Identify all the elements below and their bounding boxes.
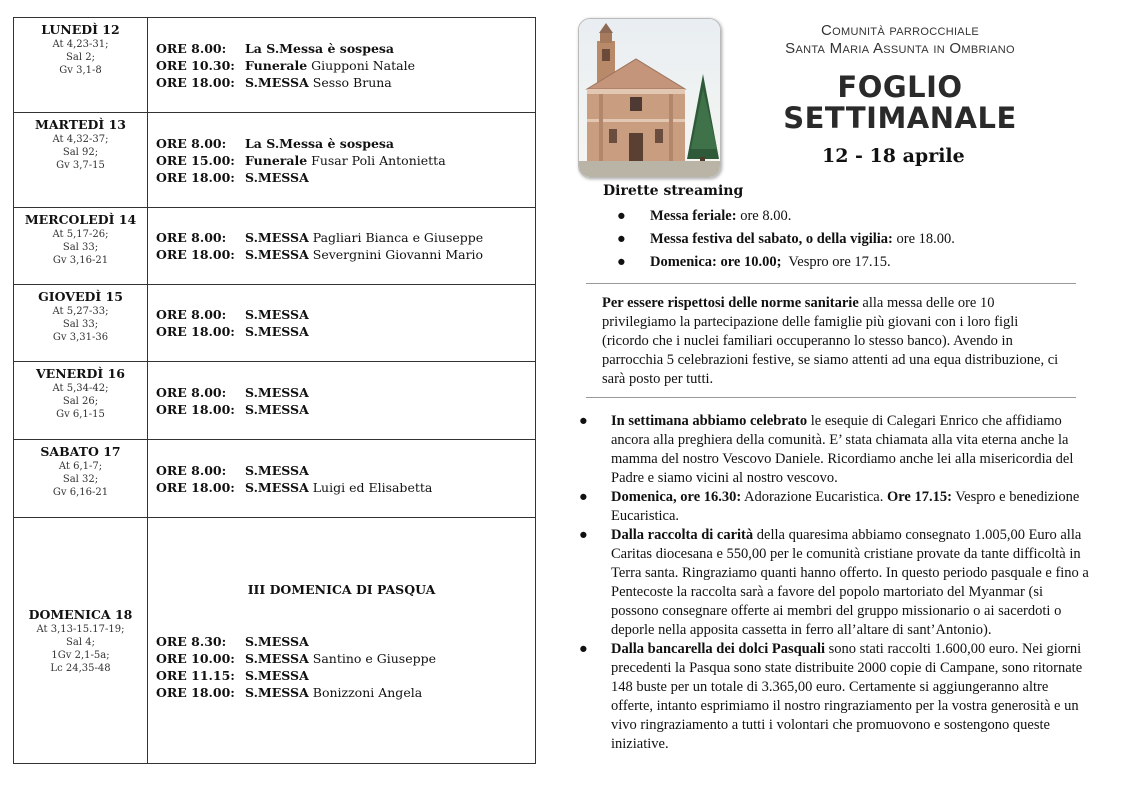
event-time: ORE 15.00:: [156, 152, 235, 168]
day-cell: [14, 362, 148, 439]
reading-ref: At 5,27-33;: [52, 306, 109, 317]
title-foglio: FOGLIO: [837, 70, 963, 104]
news-item: [579, 412, 1089, 488]
reading-ref: At 5,34-42;: [52, 383, 109, 394]
event-time: ORE 8.00:: [156, 384, 227, 400]
news-heading: In settimana abbiamo celebrato: [611, 413, 808, 429]
event-line: [156, 246, 535, 263]
event-type: S.MESSA: [245, 169, 309, 185]
event-time: ORE 18.00:: [156, 169, 235, 185]
news-body: le esequie di Calegari Enrico che affidiamo ancora alla preghiera della comunità. E’ stata chiamata alla vita eterna anche la mamma del nostro Vescovo Daniele. Ricordiamo anche lei alla misericordia del Padre e siamo vicini al nostro vescovo.: [611, 413, 1074, 486]
reading-ref: Gv 3,7-15: [56, 160, 105, 171]
event-time: ORE 18.00:: [156, 684, 235, 700]
bullet-icon: ●: [579, 413, 588, 429]
event-line: [156, 667, 535, 684]
streaming-time: ore 8.00.: [736, 208, 792, 224]
notice-heading: Per essere rispettosi delle norme sanitarie: [602, 295, 859, 311]
event-line: [156, 229, 535, 246]
event-time: ORE 8.00:: [156, 230, 227, 245]
reading-ref: At 6,1-7;: [58, 461, 103, 472]
news-item: [579, 526, 1089, 640]
event-line: [156, 684, 535, 701]
streaming-time: ore 18.00.: [892, 231, 955, 247]
streaming-item: [617, 205, 955, 228]
event-type: Funerale: [245, 57, 308, 73]
news-heading: Ore 17.15:: [886, 489, 952, 505]
reading-ref: Gv 3,31-36: [52, 332, 109, 343]
reading-ref: Gv 6,16-21: [52, 487, 109, 498]
day-name: DOMENICA 18: [28, 606, 133, 622]
reading-ref: Gv 3,16-21: [52, 255, 109, 266]
event-time: ORE 8.00:: [156, 135, 227, 151]
event-intention: Bonizzoni Angela: [308, 684, 423, 700]
reading-ref: Gv 6,1-15: [56, 409, 105, 420]
event-line: [156, 479, 535, 496]
event-line: [156, 323, 535, 340]
day-cell: [14, 18, 148, 112]
events-cell: [148, 440, 535, 517]
notice-body: alla messa delle ore 10 privilegiamo la partecipazione delle famiglie più giovani con i loro figli (ricordo che i nuclei familiari occuperanno lo stesso banco). Avendo in parrocchia 5 celebrazioni festive, se siamo attenti ad una equa distribuzione, ci sarà posto per tutti.: [602, 295, 1059, 387]
news-body: sono stati raccolti 1.600,00 euro. Nei giorni precedenti la Pasqua sono state distribuite 2000 copie di Campane, sono ritornate 148 buste per un totale di 3.365,00 euro. Certamente si aggiungeranno altre offerte, intanto esprimiamo il nostro ringraziamento per la vostra generosità e un vivo ringraziamento a tutti i volontari che promuovono e sostengono queste iniziative.: [611, 641, 1083, 752]
parish-community-label: Comunità parrocchiale: [821, 22, 979, 39]
day-cell: [14, 113, 148, 207]
day-name: LUNEDÌ 12: [41, 22, 120, 37]
event-line: [156, 384, 535, 401]
streaming-item: [617, 251, 955, 274]
event-intention: Giupponi Natale: [307, 57, 415, 73]
bullet-icon: ●: [617, 254, 626, 270]
reading-ref: Gv 3,1-8: [59, 65, 102, 76]
day-name: SABATO 17: [40, 444, 121, 459]
schedule-row-thursday: [14, 285, 535, 362]
news-body: Vespro e benedizione Eucaristica.: [611, 489, 1080, 524]
event-intention: Pagliari Bianca e Giuseppe: [308, 230, 484, 245]
event-type: S.MESSA: [245, 74, 309, 90]
bullet-icon: ●: [579, 527, 588, 543]
event-type: S.MESSA: [245, 230, 309, 245]
event-intention: Luigi ed Elisabetta: [308, 479, 433, 495]
event-intention: Severgnini Giovanni Mario: [308, 247, 484, 262]
reading-ref: Sal 2;: [66, 52, 95, 63]
news-item: [579, 640, 1089, 754]
event-line: [156, 169, 535, 186]
schedule-row-tuesday: [14, 113, 535, 208]
events-cell: [148, 18, 535, 112]
reading-ref: Sal 4;: [66, 636, 95, 648]
event-line: [156, 74, 535, 91]
streaming-label: Messa festiva del sabato, o della vigilia:: [650, 231, 893, 247]
schedule-row-saturday: [14, 440, 535, 518]
news-list: [579, 412, 1089, 754]
event-type: La S.Messa è sospesa: [245, 40, 395, 56]
event-type: S.MESSA: [245, 479, 309, 495]
event-type: S.MESSA: [245, 462, 309, 478]
bullet-icon: ●: [579, 641, 588, 657]
event-time: ORE 8.00:: [156, 462, 227, 478]
event-type: S.MESSA: [245, 307, 309, 322]
reading-ref: At 4,32-37;: [52, 134, 109, 145]
streaming-list: [617, 205, 955, 274]
event-type: S.MESSA: [245, 667, 309, 683]
schedule-row-wednesday: [14, 208, 535, 285]
day-name: MARTEDÌ 13: [35, 117, 126, 132]
event-type: Funerale: [245, 152, 308, 168]
day-name: GIOVEDÌ 15: [38, 289, 123, 304]
streaming-item: [617, 228, 955, 251]
streaming-time: Vespro ore 17.15.: [781, 254, 891, 270]
event-time: ORE 11.15:: [156, 667, 235, 683]
event-line: [156, 401, 535, 418]
day-cell: [14, 285, 148, 361]
news-heading: Dalla bancarella dei dolci Pasquali: [611, 641, 826, 657]
event-type: La S.Messa è sospesa: [245, 135, 395, 151]
events-cell: [148, 208, 535, 284]
news-body: Adorazione Eucaristica.: [741, 489, 887, 505]
event-line: [156, 135, 535, 152]
event-time: ORE 18.00:: [156, 401, 235, 417]
news-item: [579, 488, 1089, 526]
reading-ref: Sal 33;: [62, 242, 99, 253]
streaming-label: Messa feriale:: [650, 208, 737, 224]
health-rules-notice: [602, 294, 1062, 389]
event-time: ORE 8.00:: [156, 307, 227, 322]
event-time: ORE 18.00:: [156, 479, 235, 495]
title-settimanale: SETTIMANALE: [783, 101, 1017, 135]
event-type: S.MESSA: [245, 247, 309, 262]
reading-ref: At 4,23-31;: [52, 39, 109, 50]
day-cell: [14, 208, 148, 284]
week-dates: 12 - 18 aprile: [822, 145, 965, 167]
event-line: [156, 650, 535, 667]
reading-ref: At 5,17-26;: [52, 229, 109, 240]
event-time: ORE 18.00:: [156, 324, 235, 339]
event-line: [156, 633, 535, 650]
streaming-title: Dirette streaming: [603, 183, 744, 199]
events-cell: [148, 362, 535, 439]
events-cell: [148, 285, 535, 361]
event-intention: Sesso Bruna: [308, 74, 392, 90]
reading-ref: 1Gv 2,1-5a;: [51, 649, 110, 661]
event-type: S.MESSA: [245, 633, 309, 649]
day-cell: [14, 518, 148, 763]
divider: [586, 283, 1076, 284]
day-name: MERCOLEDÌ 14: [24, 212, 137, 227]
event-type: S.MESSA: [245, 384, 309, 400]
liturgical-title: III DOMENICA DI PASQUA: [247, 581, 436, 597]
event-intention: Fusar Poli Antonietta: [307, 152, 446, 168]
bullet-icon: ●: [579, 489, 588, 505]
event-time: ORE 18.00:: [156, 74, 235, 90]
bullet-icon: ●: [617, 208, 626, 224]
event-time: ORE 10.30:: [156, 57, 235, 73]
events-cell: [148, 518, 535, 763]
event-type: S.MESSA: [245, 401, 309, 417]
reading-ref: At 3,13-15.17-19;: [36, 623, 125, 635]
reading-ref: Sal 26;: [62, 396, 99, 407]
event-line: [156, 57, 535, 74]
event-line: [156, 40, 535, 57]
events-cell: [148, 113, 535, 207]
event-line: [156, 152, 535, 169]
mass-schedule-table: [13, 17, 536, 764]
event-line: [156, 462, 535, 479]
reading-ref: Sal 32;: [62, 474, 99, 485]
parish-name: Santa Maria Assunta in Ombriano: [785, 40, 1015, 57]
bullet-icon: ●: [617, 231, 626, 247]
news-body: della quaresima abbiamo consegnato 1.005,00 Euro alla Caritas diocesana e 550,00 per le comunità cristiane provate da tante difficoltà in Terra santa. Ringraziamo quanti hanno offerto. In questo periodo pasquale e fino a Pentecoste la raccolta sarà a favore del popolo martoriato del Myanmar (si possono consegnare offerte ai membri del gruppo missionario o ai sacerdoti o deporle nella apposita cassetta in ferro all’altare di sant’Antonio).: [611, 527, 1089, 638]
news-heading: Dalla raccolta di carità: [611, 527, 754, 543]
event-time: ORE 18.00:: [156, 247, 235, 262]
schedule-row-monday: [14, 18, 535, 113]
day-cell: [14, 440, 148, 517]
streaming-label: Domenica: ore 10.00;: [650, 254, 782, 270]
event-line: [156, 306, 535, 323]
event-time: ORE 10.00:: [156, 650, 235, 666]
event-type: S.MESSA: [245, 324, 309, 339]
day-name: VENERDÌ 16: [35, 366, 125, 381]
schedule-row-sunday: [14, 518, 535, 763]
schedule-row-friday: [14, 362, 535, 440]
reading-ref: Sal 33;: [62, 319, 99, 330]
divider: [586, 397, 1076, 398]
church-photo: [578, 18, 721, 178]
event-time: ORE 8.00:: [156, 40, 227, 56]
reading-ref: Lc 24,35-48: [50, 662, 111, 674]
event-type: S.MESSA: [245, 684, 309, 700]
event-intention: Santino e Giuseppe: [308, 650, 437, 666]
news-heading: Domenica, ore 16.30:: [611, 489, 742, 505]
event-time: ORE 8.30:: [156, 633, 227, 649]
reading-ref: Sal 92;: [62, 147, 99, 158]
event-type: S.MESSA: [245, 650, 309, 666]
